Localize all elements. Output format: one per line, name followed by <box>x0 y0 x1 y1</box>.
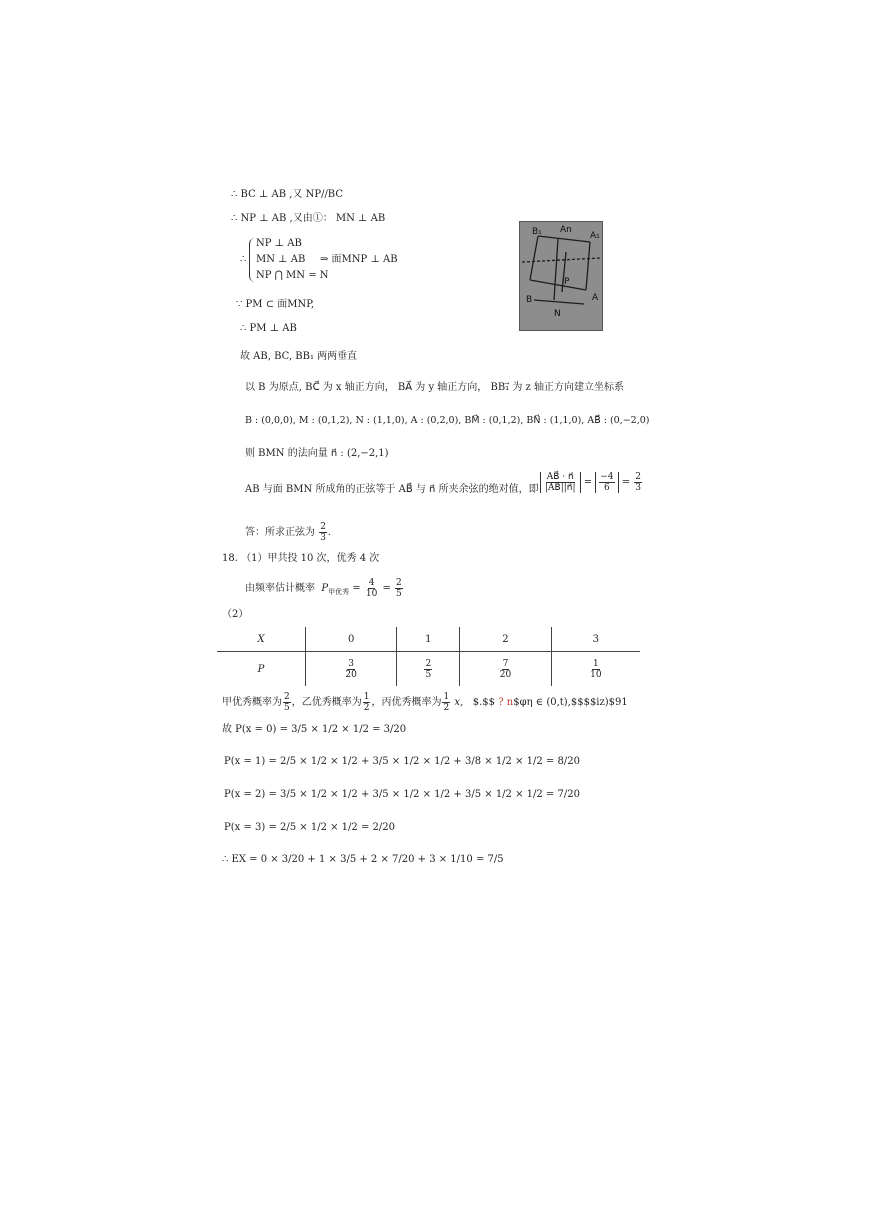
table-cell <box>306 652 397 687</box>
table-cell <box>397 652 460 687</box>
cell-denominator: 20 <box>499 669 512 680</box>
garbled-text-red: ? n <box>498 697 514 708</box>
coordinate-setup: 以 B 为原点, BC⃗ 为 x 轴正方向， BA⃗ 为 y 轴正方向， BB₁⃗ 为 z 轴正方向建立坐标系 <box>245 382 624 393</box>
answer-line: 答：所求正弦为 $\frac{2}{3}$ . <box>245 522 332 543</box>
jia-den: 5 <box>284 703 290 713</box>
proof-line-5: ∴ PM ⊥ AB <box>240 323 297 334</box>
prism-sketch-photo <box>519 221 603 331</box>
system-line-1: NP ⊥ AB <box>256 238 302 249</box>
question-18-part-1: 18. （1）甲共投 10 次，优秀 4 次 <box>222 553 380 564</box>
cell-denominator: 10 <box>590 669 602 680</box>
px0-line: 故 P(x = 0) = 3/5 × 1/2 × 1/2 = 3/20 <box>222 724 407 735</box>
sine-explanation: AB 与面 BMN 所成角的正弦等于 AB⃗ 与 n⃗ 所夹余弦的绝对值，即 <box>245 484 539 495</box>
sine-formula: $\frac{AB⃗ \cdot n⃗}{|AB⃗||n⃗|}$ = $\frac{-4}{6}$ = $\frac{2}{3}$ <box>540 472 643 493</box>
probabilities-line <box>222 692 628 713</box>
cell-numerator: 1 <box>592 658 599 669</box>
estimate-den-1: 10 <box>365 589 378 599</box>
formula-result-denominator: 3 <box>635 483 642 493</box>
cell-numerator: 3 <box>348 658 355 669</box>
formula-mid-numerator: −4 <box>600 472 614 482</box>
formula-result-numerator: 2 <box>635 472 642 482</box>
proof-line-6: 故 AB, BC, BB₁ 两两垂直 <box>240 351 358 362</box>
estimate-den-2: 5 <box>396 589 402 599</box>
px2-line: P(x = 2) = 3/5 × 1/2 × 1/2 + 3/5 × 1/2 × 1/2 + 3/5 × 1/2 × 1/2 = 7/20 <box>224 789 580 800</box>
probability-symbol: P <box>321 583 329 594</box>
system-brace <box>249 238 255 282</box>
header-cell: 0 <box>306 627 397 652</box>
table-header-row <box>217 627 640 652</box>
figure-label-b: B <box>526 295 533 305</box>
yi-label: ，乙优秀概率为 <box>291 697 362 708</box>
jia-label: 甲优秀概率为 <box>222 697 282 708</box>
proof-line-1: ∴ BC ⊥ AB ,又 NP//BC <box>231 189 343 200</box>
distribution-table <box>217 627 640 686</box>
figure-label-n: N <box>554 309 561 319</box>
formula-denominator: |AB⃗||n⃗| <box>545 483 576 493</box>
cell-numerator: 7 <box>502 658 509 669</box>
normal-vector-line: 则 BMN 的法向量 n⃗ : (2,−2,1) <box>245 448 389 459</box>
cell-numerator: 2 <box>425 658 432 669</box>
abs-value-box-2 <box>595 472 618 493</box>
abs-value-box <box>540 472 581 493</box>
answer-prefix: 答：所求正弦为 <box>245 527 315 538</box>
header-cell: 2 <box>460 627 551 652</box>
question-18-part-2: （2） <box>222 609 249 620</box>
proof-line-2: ∴ NP ⊥ AB ,又由①： MN ⊥ AB <box>231 213 386 224</box>
probability-subscript: 甲优秀 <box>328 588 350 596</box>
yi-den: 2 <box>363 703 370 713</box>
garbled-text-c: $φη ∈ (0,t),$$$$iz)$91 <box>513 697 628 708</box>
cell-denominator: 20 <box>345 669 357 680</box>
coordinates-line: B : (0,0,0), M : (0,1,2), N : (1,1,0), A : (0,2,0), BM⃗ : (0,1,2), BN⃗ : (1,1,0), AB⃗ : (0,−2,0) <box>245 415 650 426</box>
px3-line: P(x = 3) = 2/5 × 1/2 × 1/2 = 2/20 <box>224 822 395 833</box>
figure-label-a: A <box>592 293 599 303</box>
system-result: ⇒ 面MNP ⊥ AB <box>320 254 398 265</box>
answer-denominator: 3 <box>320 533 326 543</box>
therefore-symbol: ∴ <box>240 254 247 265</box>
bing-label: ，丙优秀概率为 <box>371 697 442 708</box>
bing-den: 2 <box>443 703 450 713</box>
expectation-line: ∴ EX = 0 × 3/20 + 1 × 3/5 + 2 × 7/20 + 3 × 1/10 = 7/5 <box>222 854 504 865</box>
table-row <box>217 652 640 687</box>
system-line-3: NP ⋂ MN = N <box>256 270 329 281</box>
figure-label-an: An <box>560 225 572 235</box>
bing-tail: x, <box>454 697 464 708</box>
answer-numerator: 2 <box>320 522 326 532</box>
figure-label-p: P <box>564 277 570 287</box>
bing-num: 1 <box>443 692 450 702</box>
cell-denominator: 5 <box>425 669 432 680</box>
px1-line: P(x = 1) = 2/5 × 1/2 × 1/2 + 3/5 × 1/2 × 1/2 + 3/8 × 1/2 × 1/2 = 8/20 <box>224 756 580 767</box>
row-label: P <box>257 663 265 675</box>
prism-sketch <box>520 222 602 330</box>
figure-label-a1: A₁ <box>590 231 600 241</box>
estimate-prefix: 由频率估计概率 <box>245 583 315 594</box>
estimate-num-1: 4 <box>368 578 375 588</box>
formula-numerator: AB⃗ · n⃗ <box>546 472 574 482</box>
table-cell <box>460 652 551 687</box>
table-cell <box>551 652 640 687</box>
estimate-num-2: 2 <box>396 578 402 588</box>
frequency-estimate: 由频率估计概率 $P_{甲优秀}$ = $\frac{4}{10}$ = $\frac{2}{5}$ <box>245 578 402 599</box>
figure-label-b1: B₁ <box>532 227 542 237</box>
garbled-text-a: $.$$ <box>472 697 496 708</box>
yi-num: 1 <box>363 692 370 702</box>
formula-mid-denominator: 6 <box>604 483 610 493</box>
header-cell: 1 <box>397 627 460 652</box>
header-cell: X <box>217 627 306 652</box>
system-line-2: MN ⊥ AB <box>256 254 306 265</box>
header-cell: 3 <box>551 627 640 652</box>
jia-num: 2 <box>284 692 290 702</box>
proof-line-4: ∵ PM ⊂ 面MNP, <box>236 299 315 310</box>
